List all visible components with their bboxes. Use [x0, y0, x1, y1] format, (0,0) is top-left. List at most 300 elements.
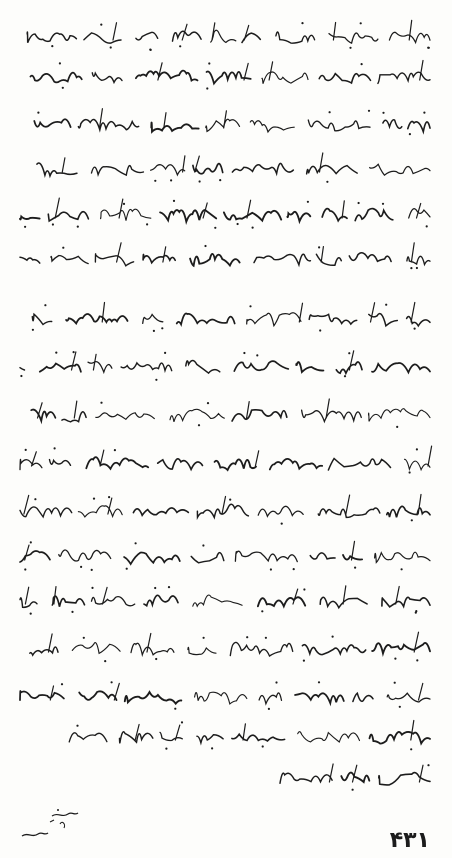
ink-stroke [308, 120, 370, 131]
handwriting-stroke [14, 18, 434, 52]
ink-dot [135, 542, 137, 544]
ink-dot [100, 24, 102, 26]
ink-dot [153, 330, 155, 332]
ink-dot [352, 789, 354, 791]
manuscript-line [14, 58, 434, 92]
ink-stroke [296, 362, 323, 372]
ink-dot [51, 45, 53, 47]
ink-ascender [299, 303, 302, 322]
ink-ascender [113, 23, 117, 40]
ink-ascender [342, 201, 344, 218]
ink-stroke [197, 735, 223, 743]
ink-stroke [372, 643, 430, 653]
ink-dot [202, 544, 204, 546]
ink-stroke [27, 32, 76, 43]
ink-ascender [114, 683, 119, 700]
ink-stroke [287, 212, 310, 221]
ink-dot [256, 354, 258, 356]
ink-dot [410, 748, 412, 750]
ink-ascender [117, 243, 122, 262]
ink-stroke [151, 165, 185, 175]
ink-stroke [69, 733, 107, 742]
ink-stroke [254, 254, 310, 265]
ink-dot [219, 179, 221, 181]
handwriting-stroke [14, 106, 434, 140]
ink-ascender [371, 303, 375, 322]
ink-dot [52, 223, 54, 225]
ink-dot [77, 226, 79, 228]
ink-stroke [20, 459, 42, 469]
ink-dot [243, 352, 245, 354]
ink-stroke [78, 120, 138, 130]
manuscript-line [274, 760, 434, 794]
ink-dot [382, 112, 384, 114]
handwriting-stroke [14, 538, 434, 572]
ink-stroke [20, 368, 25, 370]
ink-dot [303, 660, 305, 662]
ink-dot [123, 203, 125, 205]
ink-stroke [355, 209, 393, 221]
ink-stroke [158, 459, 203, 470]
ink-stroke [78, 506, 122, 517]
ink-stroke [30, 647, 58, 655]
ink-dot [414, 328, 416, 330]
ink-dot [207, 402, 209, 404]
ink-dot [275, 681, 277, 683]
ink-dot [206, 87, 208, 89]
ink-dot [208, 62, 210, 64]
ink-dot [416, 659, 418, 661]
ink-stroke [32, 314, 51, 324]
marginal-handwriting [14, 802, 84, 850]
ink-stroke [160, 210, 216, 222]
ink-dot [111, 681, 113, 683]
ink-stroke [206, 119, 240, 131]
ink-dot [114, 449, 116, 451]
ink-dot [61, 683, 63, 685]
ink-stroke [232, 410, 287, 421]
ink-stroke [133, 508, 188, 515]
ink-stroke [88, 362, 112, 373]
handwriting-stroke [54, 718, 434, 752]
ink-stroke [136, 71, 198, 81]
manuscript-line [14, 150, 434, 184]
ink-stroke [186, 361, 220, 374]
ink-stroke [190, 254, 240, 266]
ink-dot [150, 49, 152, 51]
handwriting-stroke [14, 300, 434, 334]
manuscript-line [14, 678, 434, 712]
ink-dot [73, 351, 75, 353]
handwriting-stroke [14, 492, 434, 526]
page-footer [0, 800, 452, 858]
ink-stroke [173, 31, 202, 41]
ink-dot [211, 747, 213, 749]
manuscript-line [14, 106, 434, 140]
ink-dot [44, 304, 46, 306]
ink-dot [237, 223, 239, 225]
manuscript-line [14, 300, 434, 334]
ink-dot [348, 352, 350, 354]
ink-dot [62, 87, 64, 89]
ink-dot [249, 305, 251, 307]
ink-dot [59, 62, 61, 64]
ink-stroke [298, 732, 360, 742]
ink-dot [83, 637, 85, 639]
ink-ascender [346, 495, 350, 514]
ink-ascender [158, 63, 162, 80]
ink-dot [415, 612, 417, 614]
handwriting-stroke [14, 678, 434, 712]
ink-dot [246, 636, 248, 638]
ink-stroke [310, 553, 335, 559]
manuscript-line [14, 538, 434, 572]
ink-dot [173, 200, 175, 202]
ink-dot [409, 471, 411, 473]
ink-stroke [369, 409, 431, 422]
ink-dot [204, 245, 206, 247]
manuscript-line [14, 196, 434, 230]
ink-dot [349, 47, 351, 49]
ink-dot [326, 181, 328, 183]
ink-dot [301, 22, 303, 24]
ink-dot [416, 448, 418, 450]
ink-ascender [119, 199, 123, 218]
ink-stroke [193, 595, 242, 606]
ink-dot [155, 658, 157, 660]
handwriting-stroke [14, 348, 434, 382]
ink-ascender [269, 62, 273, 80]
manuscript-line [14, 396, 434, 430]
ink-dot [229, 499, 231, 501]
ink-stroke [336, 362, 362, 373]
ink-dot [261, 610, 263, 612]
ink-dot [93, 498, 95, 500]
ink-stroke [151, 123, 198, 132]
ink-stroke [195, 692, 247, 704]
ink-stroke [379, 773, 430, 785]
ink-stroke [276, 32, 315, 43]
ink-dot [318, 681, 320, 683]
ink-dot [155, 379, 157, 381]
handwriting-stroke [274, 760, 434, 794]
ink-stroke [262, 72, 308, 84]
ink-stroke [20, 598, 37, 608]
ink-dot [416, 267, 418, 269]
ink-stroke [125, 692, 182, 704]
ink-stroke [349, 253, 391, 262]
ink-dot [198, 424, 200, 426]
ink-dot [401, 568, 403, 570]
ink-ascender [224, 111, 227, 128]
ink-stroke [30, 73, 81, 83]
ink-stroke [84, 33, 121, 43]
ink-dot [30, 613, 32, 615]
ink-stroke [191, 553, 224, 563]
manuscript-line [14, 444, 434, 478]
ink-ascender [74, 401, 77, 418]
ink-dot [165, 748, 167, 750]
ink-ascender [182, 24, 187, 40]
ink-dot [270, 568, 272, 570]
ink-dot [394, 682, 396, 684]
ink-dot [179, 45, 181, 47]
ink-dot [34, 498, 36, 500]
ink-stroke [370, 732, 431, 744]
ink-ascender [244, 25, 248, 40]
ink-dot [30, 541, 32, 543]
ink-dot [126, 568, 128, 570]
ink-dot [24, 226, 26, 228]
ink-stroke [302, 645, 365, 655]
ink-stroke [52, 596, 84, 607]
ink-stroke [407, 256, 430, 264]
ink-ascender [54, 587, 56, 604]
ink-dot [104, 660, 106, 662]
ink-dot [262, 745, 264, 747]
ink-dot [354, 567, 356, 569]
manuscript-line [14, 18, 434, 52]
ink-stroke [193, 164, 223, 174]
ink-dot [360, 22, 362, 24]
ink-ascender [411, 303, 415, 323]
ink-dot [268, 708, 270, 710]
ink-dot [329, 111, 331, 113]
ink-stroke [224, 211, 281, 221]
ink-stroke [124, 553, 180, 564]
ink-stroke [59, 550, 111, 561]
ink-stroke [387, 693, 430, 702]
ink-dot [293, 568, 295, 570]
ink-stroke [405, 459, 431, 469]
page-number: ۴۳۱ [389, 828, 430, 853]
ink-dot [161, 327, 163, 329]
manuscript-line [14, 582, 434, 616]
ink-dot [71, 611, 73, 613]
ink-stroke [235, 551, 297, 561]
ink-ascender [25, 545, 29, 560]
ink-stroke [259, 693, 281, 704]
ink-stroke [96, 413, 155, 420]
ink-dot [76, 725, 78, 727]
ink-dot [426, 225, 428, 227]
ink-stroke [316, 254, 341, 265]
ink-dot [423, 112, 425, 114]
ink-stroke [48, 212, 88, 221]
ink-stroke [258, 597, 305, 606]
manuscript-body [14, 18, 434, 788]
ink-dot [203, 637, 205, 639]
ink-stroke [121, 363, 172, 371]
ink-ascender [321, 247, 323, 262]
ink-ascender [320, 153, 323, 172]
ink-stroke [92, 597, 135, 606]
ink-stroke [136, 32, 158, 40]
ink-stroke [215, 459, 256, 470]
ink-stroke [20, 691, 64, 700]
ink-ascender [25, 587, 28, 604]
ink-stroke [341, 773, 369, 782]
ink-dot [100, 402, 102, 404]
ink-dot [394, 658, 396, 660]
ink-stroke [372, 363, 430, 372]
handwriting-stroke [14, 444, 434, 478]
ink-dot [32, 329, 34, 331]
ink-stroke [307, 166, 358, 174]
ink-ascender [255, 451, 258, 466]
ink-ascender [411, 243, 414, 262]
ink-stroke [143, 315, 163, 324]
ink-stroke [92, 166, 144, 175]
ink-dot [146, 223, 148, 225]
ink-ascender [72, 352, 76, 370]
ink-stroke [302, 410, 362, 421]
ink-stroke [51, 256, 88, 264]
ink-dot [24, 568, 26, 570]
ink-stroke [131, 643, 174, 655]
ink-ascender [62, 158, 65, 172]
ink-stroke [79, 691, 116, 700]
ink-stroke [50, 460, 71, 466]
ink-dot [37, 112, 39, 114]
ink-stroke [319, 74, 370, 83]
ink-dot [307, 201, 309, 203]
ink-stroke [211, 30, 236, 42]
ink-dot [164, 352, 166, 354]
ink-stroke [188, 647, 216, 654]
handwriting-stroke [14, 630, 434, 664]
ink-dot [382, 203, 384, 205]
ink-stroke [72, 643, 120, 654]
ink-ascender [411, 721, 414, 741]
manuscript-line [54, 718, 434, 752]
ink-dot [154, 587, 156, 589]
ink-dot [252, 227, 254, 229]
ink-stroke [258, 506, 303, 516]
ink-dot [361, 63, 363, 65]
ink-dot [80, 566, 82, 568]
ink-stroke [20, 217, 40, 220]
ink-stroke [408, 121, 430, 131]
ink-dot [91, 569, 93, 571]
ink-dot [174, 708, 176, 710]
ink-dot [319, 329, 321, 331]
ink-stroke [369, 314, 398, 326]
ink-dot [385, 304, 387, 306]
ink-stroke [328, 459, 390, 471]
ink-stroke [387, 506, 430, 517]
marginal-signature-note [14, 802, 84, 850]
ink-stroke [318, 508, 380, 517]
ink-stroke [407, 317, 430, 326]
ink-dot [181, 721, 183, 723]
ink-stroke [143, 254, 175, 262]
ink-dot [265, 637, 267, 639]
ink-dot [54, 447, 56, 449]
ink-stroke [34, 119, 70, 127]
ink-dot [427, 764, 429, 766]
ink-stroke [230, 642, 292, 656]
ink-dot [214, 227, 216, 229]
manuscript-line [14, 492, 434, 526]
ink-dot [344, 375, 346, 377]
ink-dot [411, 519, 413, 521]
ink-dot [427, 47, 429, 49]
ink-stroke [375, 552, 430, 562]
ink-stroke [295, 693, 344, 703]
ink-dot [25, 449, 27, 451]
ink-dot [55, 352, 57, 354]
ink-stroke [86, 457, 148, 469]
handwriting-stroke [14, 396, 434, 430]
ink-stroke [40, 364, 81, 372]
ink-dot [318, 246, 320, 248]
ink-dot [110, 46, 112, 48]
ink-stroke [101, 209, 151, 220]
ink-stroke [250, 121, 294, 132]
ink-dot [281, 523, 283, 525]
manuscript-line [14, 348, 434, 382]
ink-dot [410, 267, 412, 269]
ink-stroke [353, 693, 373, 701]
ink-stroke [234, 361, 288, 371]
ink-stroke [247, 313, 301, 326]
ink-stroke [37, 163, 77, 176]
ink-ascender [222, 497, 226, 515]
ink-ascender [418, 495, 421, 515]
ink-dot [409, 133, 411, 135]
ink-stroke [370, 164, 430, 175]
ink-stroke [20, 507, 72, 517]
ink-stroke [232, 734, 285, 741]
ink-dot [368, 110, 370, 112]
manuscript-line [14, 240, 434, 274]
ink-dot [91, 587, 93, 589]
ink-stroke [270, 459, 322, 470]
ink-stroke [378, 72, 430, 83]
handwriting-stroke [14, 150, 434, 184]
ink-stroke [383, 120, 402, 129]
ink-dot [358, 202, 360, 204]
ink-stroke [20, 257, 40, 263]
ink-ascender [243, 724, 245, 740]
ink-stroke [144, 595, 178, 605]
ink-dot [199, 180, 201, 182]
handwriting-stroke [14, 240, 434, 274]
ink-dot [108, 496, 110, 498]
ink-stroke [232, 163, 293, 173]
ink-dot [396, 426, 398, 428]
ink-stroke [31, 410, 55, 421]
ink-stroke [329, 33, 378, 43]
ink-stroke [382, 597, 430, 607]
ink-ascender [428, 446, 432, 466]
manuscript-line [14, 630, 434, 664]
ink-stroke [95, 254, 133, 266]
ink-ascender [163, 247, 166, 262]
ink-stroke [280, 773, 332, 783]
ink-stroke [177, 314, 235, 325]
ink-stroke [66, 314, 127, 323]
ink-stroke [92, 73, 122, 83]
ink-dot [399, 706, 401, 708]
ink-ascender [419, 683, 423, 700]
ink-stroke [160, 732, 182, 740]
handwriting-stroke [14, 196, 434, 230]
ink-dot [332, 636, 334, 638]
ink-dot [170, 179, 172, 181]
ink-dot [154, 180, 156, 182]
